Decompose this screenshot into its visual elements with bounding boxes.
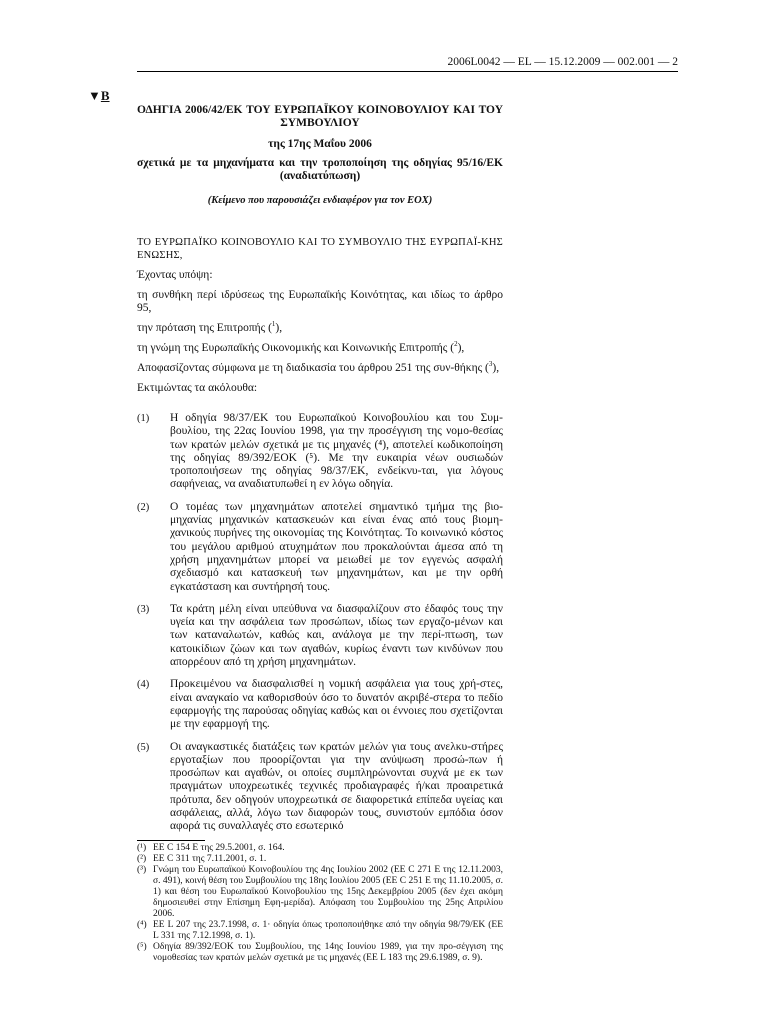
recital-text: Οι αναγκαστικές διατάξεις των κρατών μελών για τους ανελκυ-στήρες εργοταξίων που προορίζονται για την ανύψωση προσώ-πων ή προσώπων και αγαθών, οι οποίες συμπληρώνονται συχνά με εκ των πραγμάτων υποχρεωτικές τεχνικές προδιαγραφές ή/και προαιρετικά πρότυπα, δεν οδηγούν υποχρεωτικά σε διαφορετικά επίπεδα υγείας και ασφάλειας, αλλά, λόγω των διαφορών τους, συνιστούν εμπόδια όσον αφορά τις συναλλαγές στο εσωτερικό	[170, 740, 503, 833]
amendment-marker	[88, 88, 110, 104]
footnote-item	[137, 843, 503, 854]
citation-procedure	[137, 362, 503, 375]
citation-procedure-end: ),	[492, 362, 500, 374]
having-regard: Έχοντας υπόψη:	[137, 269, 213, 281]
marker-letter: B	[100, 88, 110, 103]
footnote-number: (²)	[137, 854, 147, 864]
document-title-block	[137, 104, 503, 217]
footnote-item	[137, 865, 503, 920]
citation-proposal-text: την πρόταση της Επιτροπής (	[137, 322, 272, 334]
footnote-text: ΕΕ C 154 E της 29.5.2001, σ. 164.	[153, 843, 285, 853]
footnote-text: Γνώμη του Ευρωπαϊκού Κοινοβουλίου της 4ης Ιουλίου 2002 (ΕΕ C 271 E της 12.11.2003, σ. 491), κοινή θέση του Συμβουλίου της 18ης Ιουλίου 2005 (ΕΕ C 251 E της 11.10.2005, σ. 1) και θέση του Ευρωπαϊκού Κοινοβουλίου της 15ης Δεκεμβρίου 2005 (δεν έχει ακόμη δημοσιευθεί στην Επίσημη Εφη-μερίδα). Απόφαση του Συμβουλίου της 25ης Απριλίου 2006.	[153, 865, 503, 919]
footnote-number: (⁴)	[137, 920, 147, 930]
recital-number: (5)	[137, 741, 150, 753]
citation-procedure-text: Αποφασίζοντας σύμφωνα με τη διαδικασία του άρθρου 251 της συν-θήκης (	[137, 362, 489, 374]
footnote-number: (³)	[137, 865, 147, 875]
recital-number: (2)	[137, 501, 150, 513]
footnote-ref-2[interactable]: 2	[454, 340, 458, 349]
preamble-intro: ΤΟ ΕΥΡΩΠΑΪΚΟ ΚΟΙΝΟΒΟΥΛΙΟ ΚΑΙ ΤΟ ΣΥΜΒΟΥΛΙΟ ΤΗΣ ΕΥΡΩΠΑΪ-ΚΗΣ ΕΝΩΣΗΣ,	[137, 237, 503, 261]
citation-proposal	[137, 322, 503, 335]
citation-proposal-end: ),	[275, 322, 283, 334]
footnote-ref-1[interactable]: 1	[271, 320, 276, 329]
citation-treaty: τη συνθήκη περί ιδρύσεως της Ευρωπαϊκής Κοινότητας, και ιδίως το άρθρο 95,	[137, 289, 503, 314]
footnote-text: ΕΕ L 207 της 23.7.1998, σ. 1· οδηγία όπως τροποποιήθηκε από την οδηγία 98/79/ΕΚ (ΕΕ L 331 της 7.12.1998, σ. 1).	[153, 920, 503, 941]
recital-item	[137, 501, 503, 594]
footnote-item	[137, 920, 503, 942]
citation-opinion-text: τη γνώμη της Ευρωπαϊκής Οικονομικής και Κοινωνικής Επιτροπής (	[137, 342, 455, 354]
document-title: ΟΔΗΓΙΑ 2006/42/ΕΚ ΤΟΥ ΕΥΡΩΠΑΪΚΟΥ ΚΟΙΝΟΒΟΥΛΙΟΥ ΚΑΙ ΤΟΥ ΣΥΜΒΟΥΛΙΟΥ	[137, 104, 503, 129]
footnote-text: ΕΕ C 311 της 7.11.2001, σ. 1.	[153, 854, 267, 864]
marker-arrow: ▼	[88, 88, 101, 103]
document-reference: 2006L0042 — EL — 15.12.2009 — 002.001 — 2	[447, 56, 678, 68]
citation-opinion-end: ),	[457, 342, 465, 354]
footnotes	[137, 843, 503, 964]
recital-item	[137, 412, 503, 492]
eea-relevance-note: (Κείμενο που παρουσιάζει ενδιαφέρον για τον ΕΟΧ)	[207, 194, 433, 206]
recital-item	[137, 603, 503, 669]
document-date: της 17ης Μαΐου 2006	[268, 138, 372, 150]
document-subject: σχετικά με τα μηχανήματα και την τροποποίηση της οδηγίας 95/16/ΕΚ (αναδιατύπωση)	[137, 157, 503, 182]
footnote-number: (¹)	[137, 843, 147, 853]
recital-text: Ο τομέας των μηχανημάτων αποτελεί σημαντικό τμήμα της βιο-μηχανίας μηχανικών κατασκευών και είναι ένας από τους βιομη-χανικούς πυρήνες της οικονομίας της Κοινότητας. Το κοινωνικό κόστος του μεγάλου αριθμού ατυχημάτων που προκαλούνται άμεσα από τη χρήση μηχανημάτων μπορεί να μειωθεί με τον εγγενώς ασφαλή σχεδιασμό και κατασκευή των μηχανημάτων, και με την ορθή εγκατάσταση και συντήρησή τους.	[170, 500, 503, 593]
footnote-number: (⁵)	[137, 942, 147, 952]
recital-text: Η οδηγία 98/37/ΕΚ του Ευρωπαϊκού Κοινοβουλίου και του Συμ-βουλίου, της 22ας Ιουνίου 1998, για την προσέγγιση της νομο-θεσίας των κρατών μελών σχετικά με τις μηχανές (⁴), αποτελεί κωδικοποίηση της οδηγίας 89/392/ΕΟΚ (⁵). Με την ευκαιρία νέων ουσιωδών τροποποιήσεων της οδηγίας 98/37/ΕΚ, ενδείκνυ-ται, για λόγους σαφήνειας, να αναδιατυπωθεί η εν λόγω οδηγία.	[170, 412, 503, 491]
recital-number: (4)	[137, 679, 150, 691]
citation-opinion	[137, 342, 503, 355]
whereas-heading: Εκτιμώντας τα ακόλουθα:	[137, 382, 258, 394]
recital-number: (1)	[137, 413, 150, 424]
recital-text: Τα κράτη μέλη είναι υπεύθυνα να διασφαλίζουν στο έδαφός τους την υγεία και την ασφάλεια των προσώπων, ιδίως των εργαζο-μένων και των καταναλωτών, καθώς και, ανάλογα με την περί-πτωση, των κατοικίδιων ζώων και των αγαθών, κυρίως έναντι των κινδύνων που απορρέουν από τη χρήση μηχανημάτων.	[170, 602, 503, 669]
recital-item	[137, 741, 503, 834]
footnote-text: Οδηγία 89/392/ΕΟΚ του Συμβουλίου, της 14ης Ιουνίου 1989, για την προ-σέγγιση της νομοθεσίας των κρατών μελών σχετικά με τις μηχανές (ΕΕ L 183 της 29.6.1989, σ. 9).	[153, 942, 503, 963]
recital-text: Προκειμένου να διασφαλισθεί η νομική ασφάλεια για τους χρή-στες, είναι αναγκαίο να καθορισθούν όσο το δυνατόν ακριβέ-στερα το πεδίο εφαρμογής της παρούσας οδηγίας καθώς και οι έννοιες που σχετίζονται με την εφαρμογή της.	[170, 678, 503, 731]
footnote-item	[137, 942, 503, 964]
recital-number: (3)	[137, 603, 150, 615]
recital-item	[137, 678, 503, 731]
page-header	[137, 55, 678, 72]
preamble	[137, 236, 503, 402]
footnote-divider	[137, 840, 205, 841]
footnote-ref-3[interactable]: 3	[488, 360, 493, 369]
recitals-list	[137, 412, 503, 843]
footnote-item	[137, 854, 503, 865]
